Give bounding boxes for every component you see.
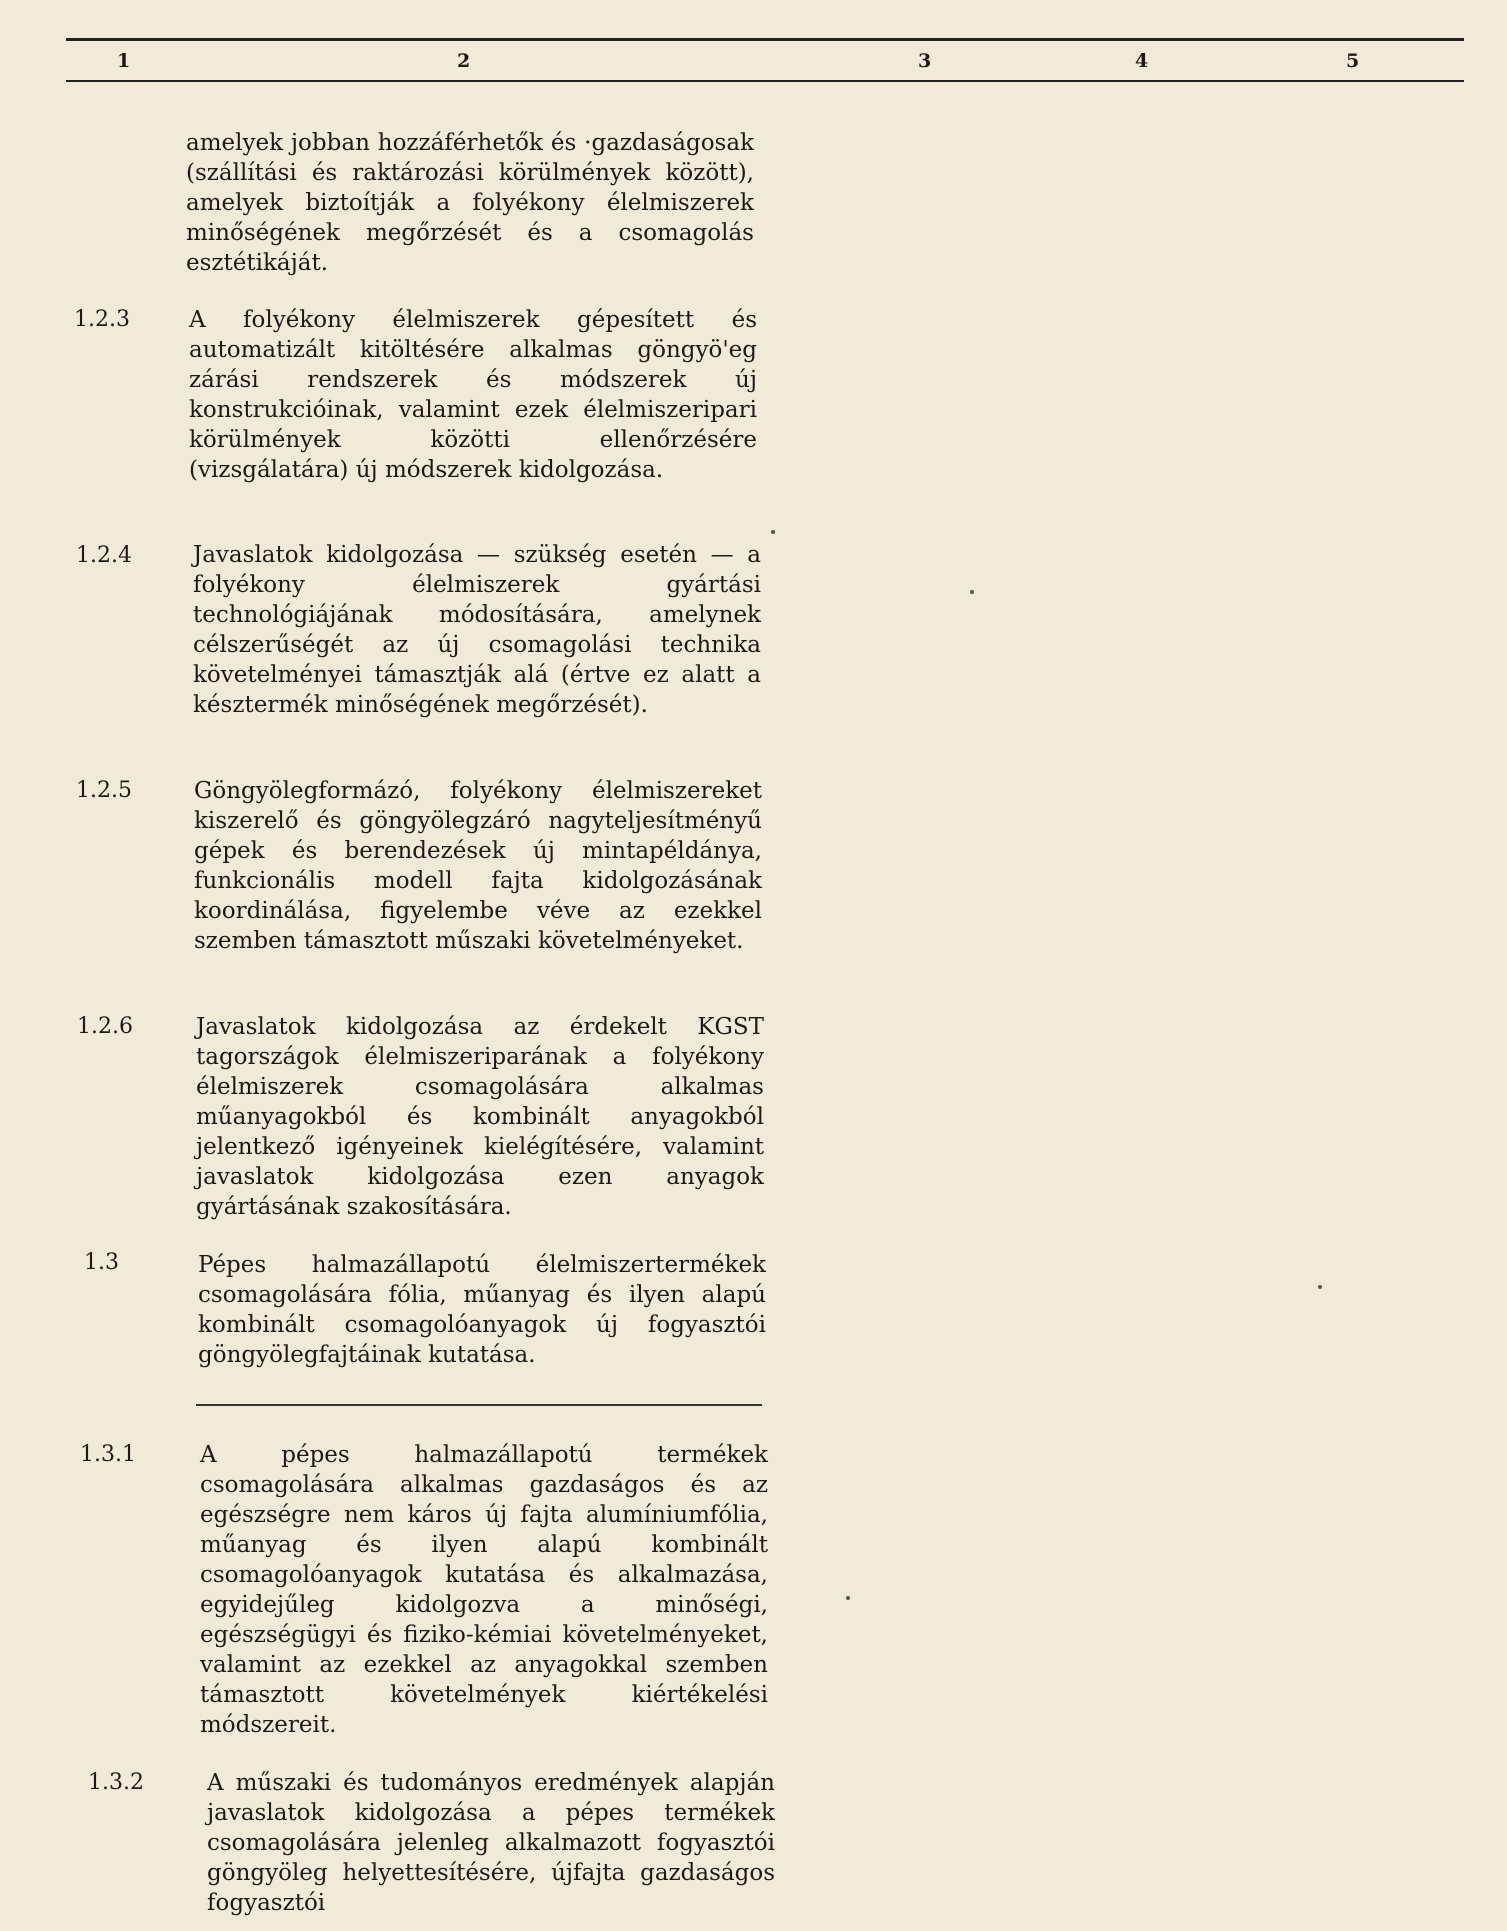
entry-text: Pépes halmazállapotú élelmiszertermékek csomagolására fólia, műanyag és ilyen alapú kombinált csomagolóanyagok új fogyasztói göngyölegfajtáinak kutatása. <box>198 1252 766 1368</box>
entry-number: 1.3 <box>84 1250 119 1275</box>
paper-speck <box>846 1596 850 1600</box>
entry-text: A folyékony élelmiszerek gépesített és automatizált kitöltésére alkalmas göngyö'eg zárási rendszerek és módszerek új konstrukcióinak, valamint ezek élelmiszeripari körülmények közötti ellenőrzésére (vizsgálatára) új módszerek kidolgozása. <box>189 307 757 483</box>
paper-speck <box>771 530 775 534</box>
paper-speck <box>1318 1285 1322 1289</box>
entry-number: 1.2.5 <box>76 778 132 803</box>
entry-text: Javaslatok kidolgozása — szükség esetén — a folyékony élelmiszerek gyártási technológiájának módosítására, amelynek célszerűségét az új csomagolási technika követelményei támasztják alá (értve ez alatt a késztermék minőségének megőrzését). <box>193 542 761 718</box>
column-number-4: 4 <box>1135 50 1149 72</box>
column-number-2: 2 <box>457 50 471 72</box>
entry-text: A pépes halmazállapotú termékek csomagolására alkalmas gazdaságos és az egészségre nem káros új fajta alumíniumfólia, műanyag és ilyen alapú kombinált csomagolóanyagok kutatása és alkalmazása, egyidejűleg kidolgozva a minőségi, egészségügyi és fiziko-kémiai követelményeket, valamint az ezekkel az anyagokkal szemben támasztott követelmények kiértékelési módszereit. <box>200 1442 768 1738</box>
column-number-5: 5 <box>1346 50 1360 72</box>
entry-number: 1.3.2 <box>88 1770 144 1795</box>
section-separator <box>196 1404 762 1406</box>
entry-number: 1.2.4 <box>76 543 132 568</box>
entry-number: 1.3.1 <box>80 1442 136 1467</box>
entry-number: 1.2.6 <box>77 1014 133 1039</box>
entry-number: 1.2.3 <box>74 307 130 332</box>
column-number-3: 3 <box>918 50 932 72</box>
entry-text: A műszaki és tudományos eredmények alapján javaslatok kidolgozása a pépes termékek csomagolására jelenleg alkalmazott fogyasztói göngyöleg helyettesítésére, újfajta gazdaságos fogyasztói <box>207 1770 775 1916</box>
entry-text: amelyek jobban hozzáférhetők és ·gazdaságosak (szállítási és raktározási körülmények között), amelyek biztoítják a folyékony élelmiszerek minőségének megőrzését és a csomagolás esztétikáját. <box>186 130 754 276</box>
column-number-1: 1 <box>117 50 131 72</box>
paper-speck <box>970 590 974 594</box>
entry-text: Göngyölegformázó, folyékony élelmiszereket kiszerelő és göngyölegzáró nagyteljesítményű gépek és berendezések új mintapéldánya, funkcionális modell fajta kidolgozásának koordinálása, figyelembe véve az ezekkel szemben támasztott műszaki követelményeket. <box>194 778 762 954</box>
header-rule-top <box>66 38 1464 41</box>
header-rule-bottom <box>66 80 1464 82</box>
entry-text: Javaslatok kidolgozása az érdekelt KGST tagországok élelmiszeriparának a folyékony élelmiszerek csomagolására alkalmas műanyagokból és kombinált anyagokból jelentkező igényeinek kielégítésére, valamint javaslatok kidolgozása ezen anyagok gyártásának szakosítására. <box>196 1014 764 1220</box>
